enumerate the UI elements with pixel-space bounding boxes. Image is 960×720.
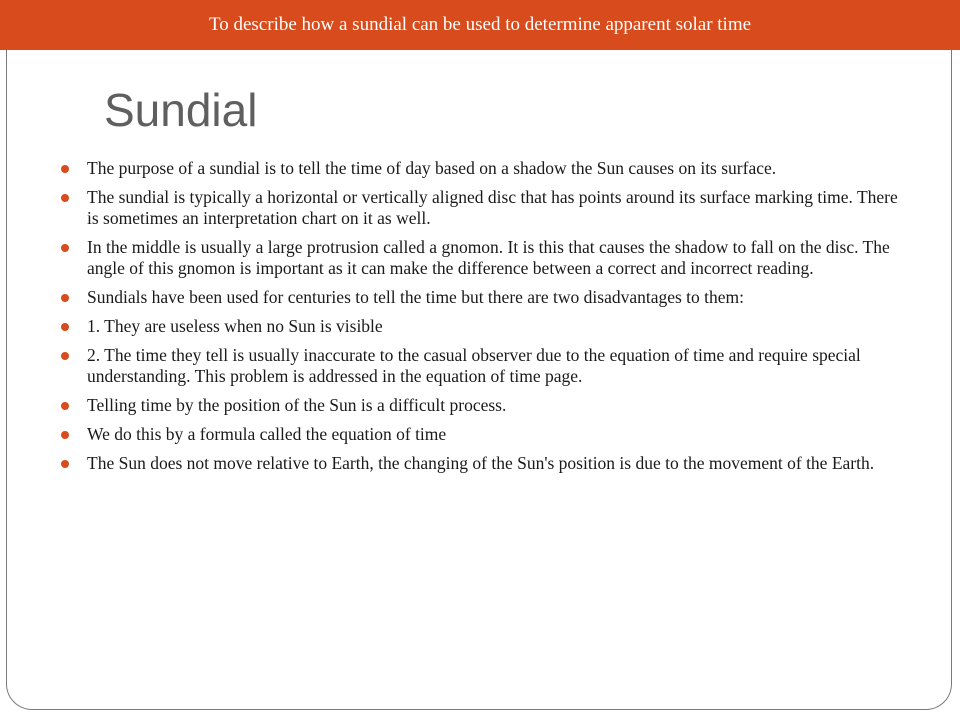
bullet-item-difficult <box>60 395 910 416</box>
bullet-text: 2. The time they tell is usually inaccurate to the casual observer due to the equation of time and require special understanding. This problem is addressed in the equation of time page. <box>87 345 861 386</box>
slide-title: Sundial <box>104 84 258 136</box>
bullet-item-purpose <box>60 158 910 179</box>
bullet-item-gnomon <box>60 237 910 279</box>
bullet-text: 1. They are useless when no Sun is visible <box>87 316 383 336</box>
bullet-text: We do this by a formula called the equation of time <box>87 424 447 444</box>
bullet-item-formula <box>60 424 910 445</box>
bullet-dot-icon <box>61 460 69 468</box>
bullet-item-disadvantages <box>60 287 910 308</box>
bullet-dot-icon <box>61 165 69 173</box>
bullet-text: The Sun does not move relative to Earth, the changing of the Sun's position is due to the movement of the Earth. <box>87 453 875 473</box>
bullet-item-inaccurate <box>60 345 910 387</box>
bullet-dot-icon <box>61 194 69 202</box>
bullet-list <box>60 158 910 482</box>
bullet-text: Telling time by the position of the Sun is a difficult process. <box>87 395 507 415</box>
bullet-item-no-sun <box>60 316 910 337</box>
bullet-text: The sundial is typically a horizontal or vertically aligned disc that has points around its surface marking time. There is sometimes an interpretation chart on it as well. <box>87 187 898 228</box>
bullet-dot-icon <box>61 352 69 360</box>
bullet-text: Sundials have been used for centuries to tell the time but there are two disadvantages to them: <box>87 287 745 307</box>
bullet-item-earth-movement <box>60 453 910 474</box>
bullet-dot-icon <box>61 323 69 331</box>
bullet-dot-icon <box>61 294 69 302</box>
bullet-dot-icon <box>61 431 69 439</box>
bullet-item-disc <box>60 187 910 229</box>
bullet-dot-icon <box>61 402 69 410</box>
objective-banner <box>0 0 960 50</box>
bullet-text: In the middle is usually a large protrusion called a gnomon. It is this that causes the shadow to fall on the disc. The angle of this gnomon is important as it can make the difference between a correct and incorrect reading. <box>87 237 890 278</box>
objective-text: To describe how a sundial can be used to determine apparent solar time <box>208 14 752 35</box>
bullet-dot-icon <box>61 244 69 252</box>
bullet-text: The purpose of a sundial is to tell the time of day based on a shadow the Sun causes on its surface. <box>87 158 777 178</box>
